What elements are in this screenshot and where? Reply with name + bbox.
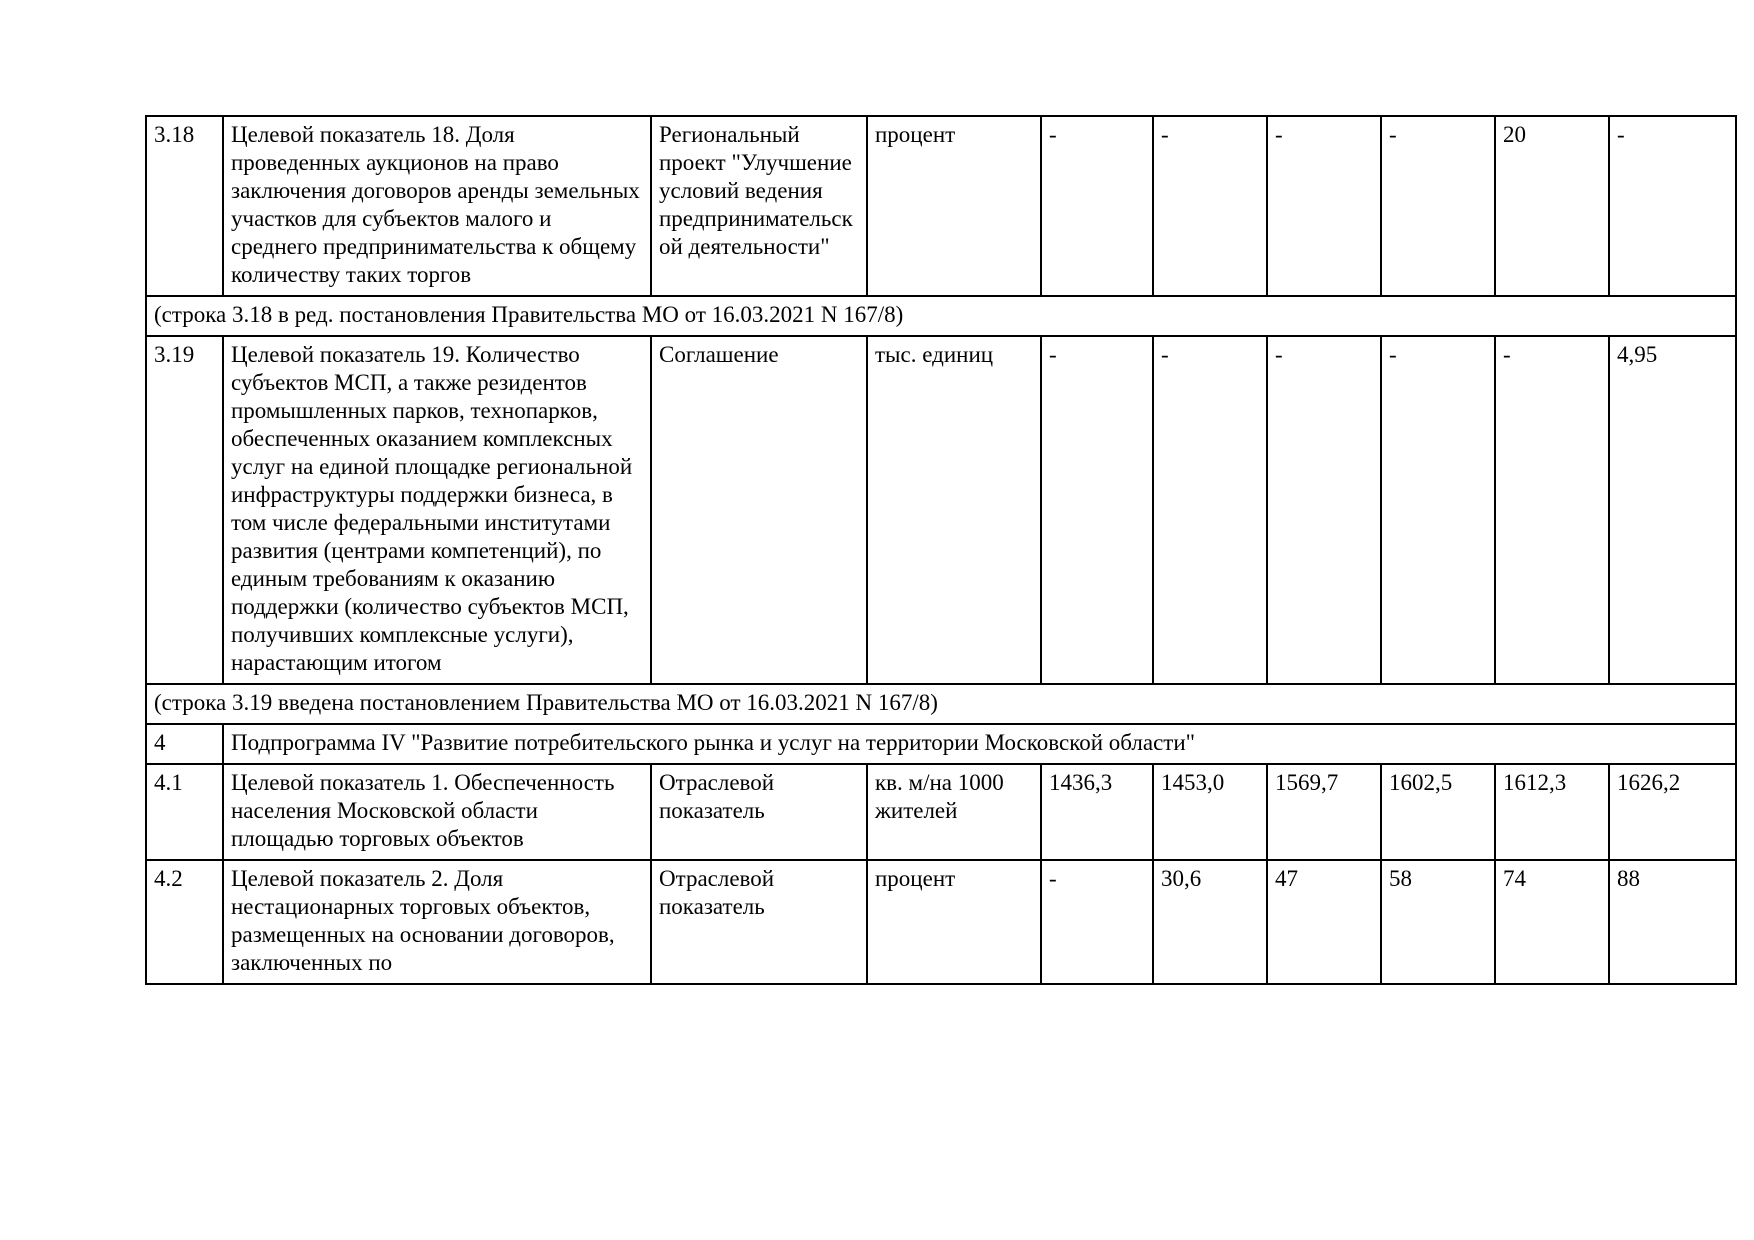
unit-cell: кв. м/на 1000 жителей [867, 764, 1041, 860]
value-cell: 74 [1495, 860, 1609, 984]
note-row [146, 684, 1736, 724]
value-cell: 1436,3 [1041, 764, 1153, 860]
value-cell: - [1495, 336, 1609, 684]
value-cell: - [1381, 116, 1495, 296]
note-row [146, 296, 1736, 336]
note-cell: (строка 3.19 введена постановлением Правительства МО от 16.03.2021 N 167/8) [146, 684, 1736, 724]
indicator-name-cell: Целевой показатель 18. Доля проведенных аукционов на право заключения договоров аренды земельных участков для субъектов малого и среднего предпринимательства к общему количеству таких торгов [223, 116, 651, 296]
value-cell: 1453,0 [1153, 764, 1267, 860]
indicator-row [146, 116, 1736, 296]
value-cell: - [1609, 116, 1736, 296]
value-cell: - [1153, 116, 1267, 296]
value-cell: 20 [1495, 116, 1609, 296]
source-cell: Соглашение [651, 336, 867, 684]
indicator-row [146, 336, 1736, 684]
row-number-cell: 4.2 [146, 860, 223, 984]
row-number-cell: 4 [146, 724, 223, 764]
value-cell: - [1041, 860, 1153, 984]
row-number-cell: 3.18 [146, 116, 223, 296]
indicator-name-cell: Целевой показатель 2. Доля нестационарных торговых объектов, размещенных на основании договоров, заключенных по [223, 860, 651, 984]
section-row [146, 724, 1736, 764]
unit-cell: процент [867, 116, 1041, 296]
unit-cell: тыс. единиц [867, 336, 1041, 684]
indicator-row [146, 764, 1736, 860]
source-cell: Отраслевой показатель [651, 860, 867, 984]
value-cell: 1626,2 [1609, 764, 1736, 860]
value-cell: 1602,5 [1381, 764, 1495, 860]
note-cell: (строка 3.18 в ред. постановления Правительства МО от 16.03.2021 N 167/8) [146, 296, 1736, 336]
indicator-name-cell: Целевой показатель 1. Обеспеченность населения Московской области площадью торговых объектов [223, 764, 651, 860]
unit-cell: процент [867, 860, 1041, 984]
indicators-table-body [146, 116, 1736, 984]
row-number-cell: 3.19 [146, 336, 223, 684]
value-cell: - [1041, 336, 1153, 684]
indicator-row [146, 860, 1736, 984]
value-cell: 1612,3 [1495, 764, 1609, 860]
indicators-table [145, 115, 1737, 985]
source-cell: Отраслевой показатель [651, 764, 867, 860]
value-cell: 4,95 [1609, 336, 1736, 684]
value-cell: - [1153, 336, 1267, 684]
value-cell: 1569,7 [1267, 764, 1381, 860]
value-cell: 47 [1267, 860, 1381, 984]
value-cell: - [1041, 116, 1153, 296]
indicator-name-cell: Целевой показатель 19. Количество субъектов МСП, а также резидентов промышленных парков, технопарков, обеспеченных оказанием комплексных услуг на единой площадке региональной инфраструктуры поддержки бизнеса, в том числе федеральными институтами развития (центрами компетенций), по единым требованиям к оказанию поддержки (количество субъектов МСП, получивших комплексные услуги), нарастающим итогом [223, 336, 651, 684]
value-cell: 58 [1381, 860, 1495, 984]
value-cell: 88 [1609, 860, 1736, 984]
section-title-cell: Подпрограмма IV "Развитие потребительского рынка и услуг на территории Московской области" [223, 724, 1736, 764]
value-cell: - [1267, 336, 1381, 684]
value-cell: - [1267, 116, 1381, 296]
value-cell: 30,6 [1153, 860, 1267, 984]
source-cell: Региональный проект "Улучшение условий ведения предпринимательской деятельности" [651, 116, 867, 296]
value-cell: - [1381, 336, 1495, 684]
row-number-cell: 4.1 [146, 764, 223, 860]
